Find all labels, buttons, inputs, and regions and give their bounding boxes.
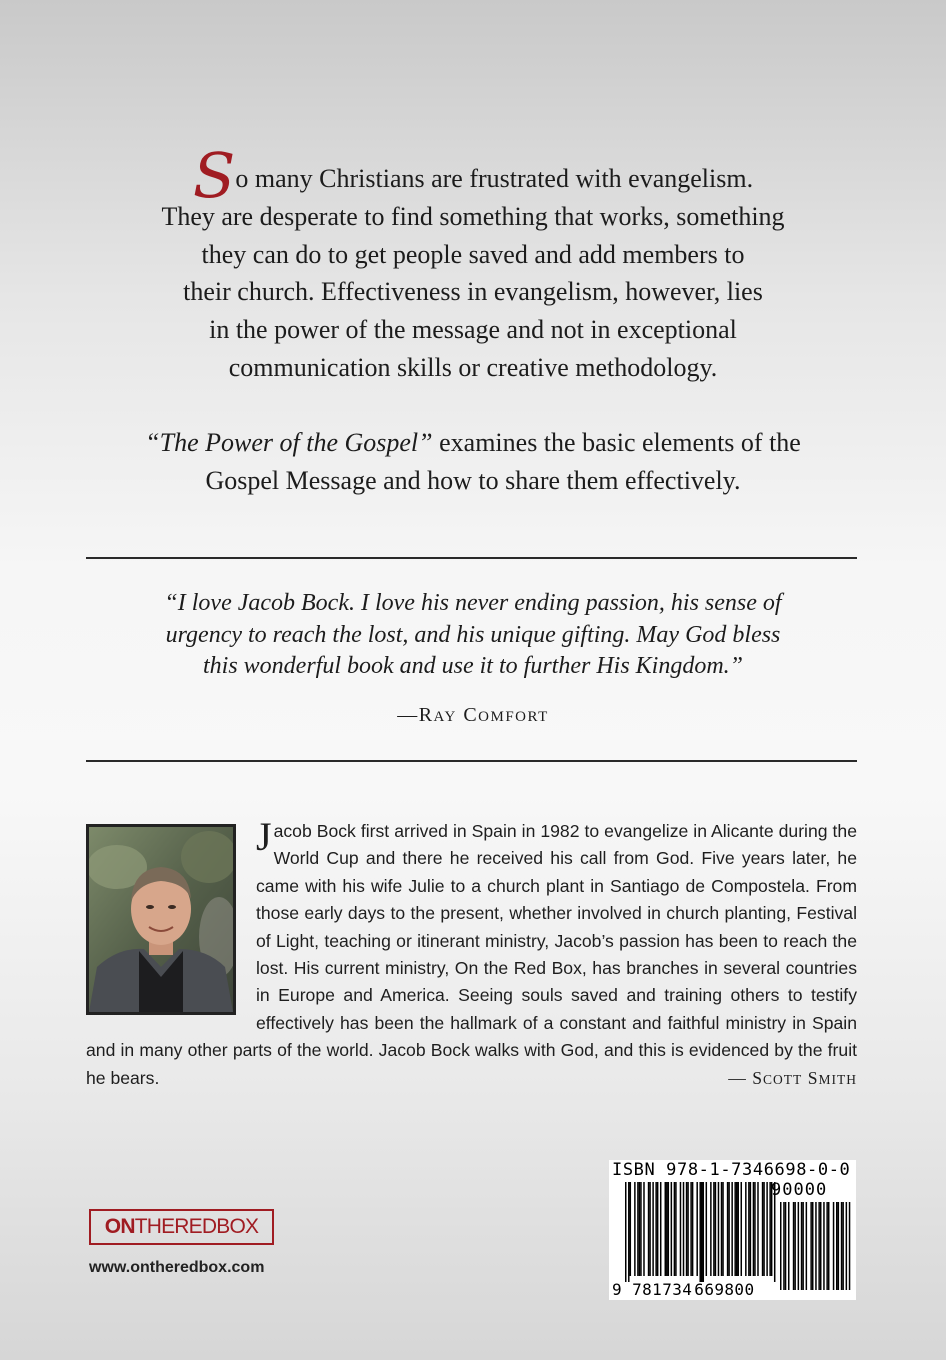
- addon-bar: [788, 1202, 790, 1290]
- barcode-bar: [665, 1182, 667, 1276]
- quote-line-2: urgency to reach the lost, and his unique gifting. May God bless: [165, 621, 781, 648]
- addon-bar: [780, 1202, 782, 1290]
- blurb-line-1: So many Christians are frustrated with evangelism.: [192, 139, 754, 212]
- barcode-bar: [655, 1182, 657, 1276]
- barcode-bar: [706, 1182, 708, 1276]
- addon-bar: [836, 1202, 838, 1290]
- barcode-bar: [687, 1182, 689, 1276]
- barcode-bar: [674, 1182, 676, 1276]
- barcode-bar: [639, 1182, 641, 1276]
- addon-bar: [833, 1202, 835, 1290]
- bio-text: acob Bock first arrived in Spain in 1982 to evangelize in Alicante during the World Cup and there he received his call from God. Five years later, he came with his wife Julie to a church plant in Santiago de Compostela. From those early days to the present, whether involved in church planting, Festival of Light, teaching or itinerant ministry, Jacob’s passion has been to reach the lost. His current ministry, On the Red Box, has branches in several countries in Europe and America. Seeing souls saved and training others to testify effectively has been the hallmark of a constant and faithful ministry in Spain and in many other parts of the world. Jacob Bock walks with God, and this is evidenced by the fruit he bears.: [86, 821, 857, 1088]
- addon-bar: [810, 1202, 812, 1290]
- barcode-bar: [728, 1182, 730, 1276]
- addon-bar: [818, 1202, 820, 1290]
- isbn-number: ISBN 978-1-7346698-0-0: [612, 1160, 851, 1180]
- barcode-bar: [628, 1182, 630, 1282]
- barcode-bar: [692, 1182, 694, 1276]
- barcode-bar: [763, 1182, 765, 1276]
- addon-bar: [820, 1202, 822, 1290]
- addon-bar: [802, 1202, 804, 1290]
- barcode-bar: [718, 1182, 720, 1276]
- barcode-bar: [652, 1182, 654, 1276]
- addon-bar: [801, 1202, 803, 1290]
- barcode-bar: [753, 1182, 755, 1276]
- divider-bottom: [86, 760, 857, 762]
- barcode-bar: [696, 1182, 698, 1276]
- barcode-bar: [715, 1182, 717, 1276]
- barcode-bar: [762, 1182, 764, 1276]
- quote-line-1: “I love Jacob Bock. I love his never ending passion, his sense of: [164, 590, 782, 616]
- endorsement-author: —RAY COMFORT: [397, 704, 549, 726]
- barcode-bar: [683, 1182, 685, 1276]
- drop-cap-s: S: [192, 139, 236, 212]
- addon-bar: [841, 1202, 843, 1290]
- barcode-bar: [657, 1182, 659, 1276]
- barcode-bar: [634, 1182, 636, 1276]
- barcode-bar: [713, 1182, 715, 1276]
- barcode-bar: [660, 1182, 662, 1276]
- book-summary: [110, 424, 836, 499]
- addon-bar: [798, 1202, 800, 1290]
- barcode-bar: [731, 1182, 733, 1276]
- barcode-bar: [675, 1182, 677, 1276]
- blurb-paragraph: [110, 139, 836, 387]
- blurb-line-3: they can do to get people saved and add members to: [201, 239, 745, 269]
- blurb-line-4: their church. Effectiveness in evangelism, however, lies: [183, 277, 763, 307]
- addon-bar: [815, 1202, 817, 1290]
- barcode-bar: [727, 1182, 729, 1276]
- addon-bar: [785, 1202, 787, 1290]
- barcode-bar: [757, 1182, 759, 1276]
- endorsement-quote: [110, 588, 836, 683]
- bio-drop-cap: J: [256, 814, 272, 859]
- addon-bar: [826, 1202, 828, 1290]
- barcode-bar: [736, 1182, 737, 1276]
- book-summary-line-2: Gospel Message and how to share them effectively.: [205, 465, 741, 495]
- barcode-bar: [666, 1182, 668, 1276]
- barcode-bar: [703, 1182, 705, 1282]
- addon-bar: [842, 1202, 844, 1290]
- barcode-bar: [737, 1182, 739, 1276]
- addon-bar: [794, 1202, 796, 1290]
- barcode-bar: [671, 1182, 673, 1276]
- ean-digits: 9 781734 669800: [612, 1280, 755, 1299]
- barcode-bar: [625, 1182, 627, 1282]
- addon-bar: [838, 1202, 840, 1290]
- barcode-bar: [680, 1182, 682, 1276]
- barcode-bar: [643, 1182, 645, 1276]
- barcode-bar: [637, 1182, 639, 1276]
- barcode-bar: [721, 1182, 723, 1276]
- publisher-website[interactable]: www.ontheredbox.com: [89, 1259, 265, 1276]
- barcode-bar: [750, 1182, 752, 1276]
- photo-spacer: [86, 818, 256, 1030]
- barcode-bar: [748, 1182, 750, 1276]
- blurb-line-5: in the power of the message and not in exceptional: [209, 315, 737, 345]
- quote-line-3: this wonderful book and use it to further His Kingdom.”: [202, 653, 744, 679]
- barcode-bar: [649, 1182, 651, 1276]
- blurb-line-6: communication skills or creative methodology.: [228, 352, 718, 382]
- barcode-bar: [745, 1182, 747, 1276]
- barcode-bar: [640, 1182, 642, 1276]
- barcode-bar: [668, 1182, 670, 1276]
- addon-bar: [783, 1202, 785, 1290]
- addon-bar: [828, 1202, 830, 1290]
- barcode-bar: [686, 1182, 688, 1276]
- blurb-line-2: They are desperate to find something that works, something: [161, 201, 785, 231]
- price-code: 90000: [771, 1180, 828, 1200]
- barcode-bar: [754, 1182, 756, 1276]
- barcode-bar: [701, 1182, 703, 1282]
- addon-bar: [806, 1202, 808, 1290]
- book-summary-line-1: “The Power of the Gospel” examines the basic elements of the: [145, 428, 801, 457]
- addon-bar: [846, 1202, 848, 1290]
- book-title: “The Power of the Gospel”: [145, 428, 433, 457]
- barcode-bar: [648, 1182, 650, 1276]
- addon-bar: [812, 1202, 814, 1290]
- barcode-bar: [766, 1182, 768, 1276]
- barcode-bar: [741, 1182, 743, 1276]
- addon-bar: [823, 1202, 825, 1290]
- addon-bar: [849, 1202, 851, 1290]
- author-bio: [86, 814, 857, 1093]
- publisher-logo: ONTHEREDBOX: [89, 1209, 274, 1245]
- barcode-bar: [630, 1182, 632, 1276]
- barcode-bar: [734, 1182, 736, 1276]
- barcode-bar: [710, 1182, 712, 1276]
- divider-top: [86, 557, 857, 559]
- barcode-bar: [722, 1182, 724, 1276]
- addon-bar: [793, 1202, 795, 1290]
- barcode-bar: [690, 1182, 692, 1276]
- barcode-bar: [699, 1182, 701, 1282]
- bio-attribution: — SCOTT SMITH: [728, 1067, 857, 1088]
